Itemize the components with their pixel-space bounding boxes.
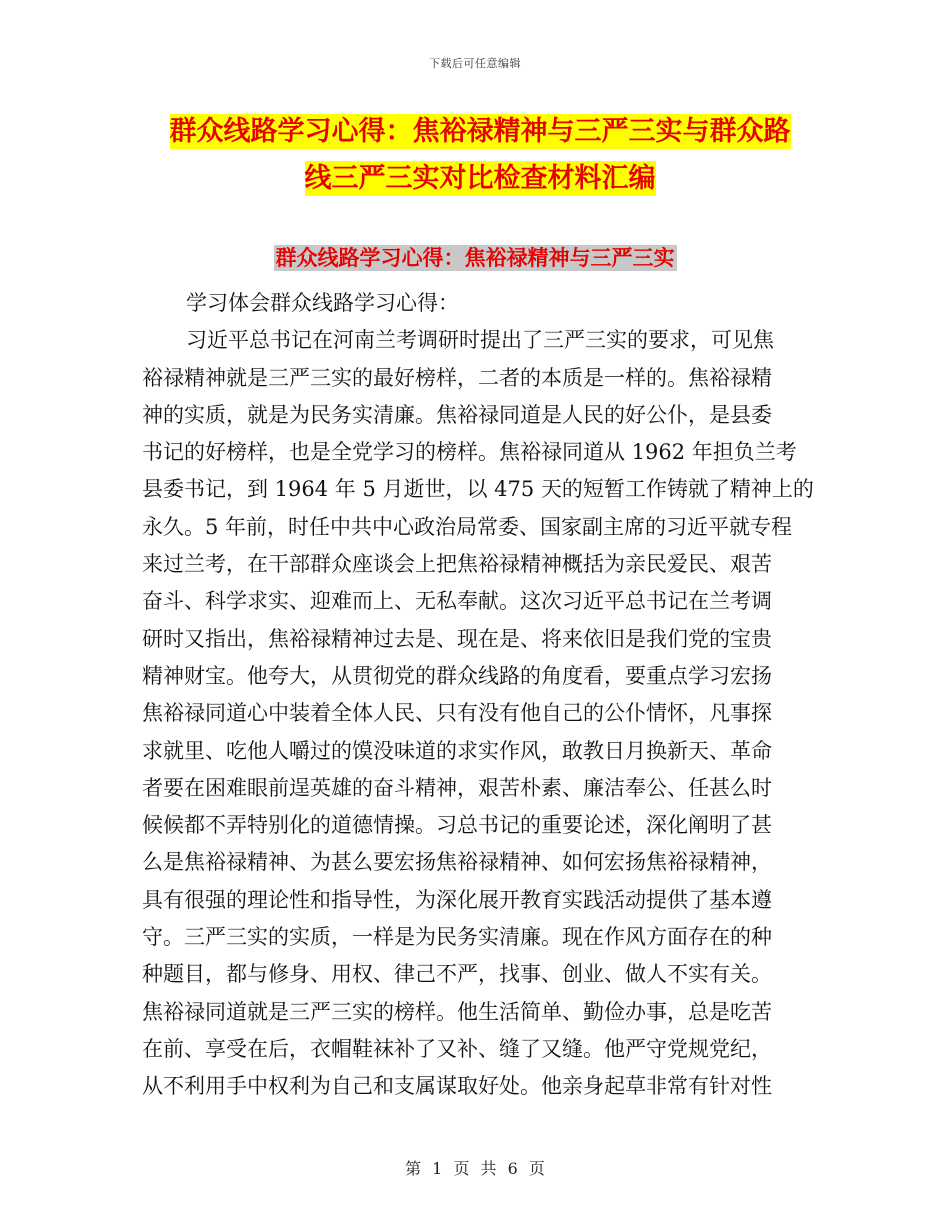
body-line: 在前、享受在后，衣帽鞋袜补了又补、缝了又缝。他严守党规党纪， (142, 1036, 772, 1061)
document-title-line-1: 群众线路学习心得：焦裕禄精神与三严三实与群众路 (169, 116, 791, 147)
body-line: 候候都不弄特别化的道德情操。习总书记的重要论述，深化阐明了甚 (142, 813, 772, 838)
body-line: 习近平总书记在河南兰考调研时提出了三严三实的要求，可见焦 (186, 328, 774, 353)
body-line: 来过兰考，在干部群众座谈会上把焦裕禄精神概括为亲民爱民、艰苦 (142, 552, 772, 577)
body-line: 焦裕禄同道就是三严三实的榜样。他生活简单、勤俭办事，总是吃苦 (142, 999, 772, 1024)
body-line: 县委书记，到 1964 年 5 月逝世，以 475 天的短暂工作铸就了精神上的 (142, 477, 814, 502)
body-line: 焦裕禄同道心中装着全体人民、只有没有他自己的公仆情怀，凡事探 (142, 701, 772, 726)
body-line: 裕禄精神就是三严三实的最好榜样，二者的本质是一样的。焦裕禄精 (142, 365, 772, 390)
body-line: 守。三严三实的实质，一样是为民务实清廉。现在作风方面存在的种 (142, 925, 772, 950)
body-line: 奋斗、科学求实、迎难而上、无私奉献。这次习近平总书记在兰考调 (142, 589, 772, 614)
page-footer: 第 1 页 共 6 页 (405, 1159, 545, 1178)
body-line: 永久。5 年前，时任中共中心政治局常委、国家副主席的习近平就专程 (142, 514, 793, 539)
section-heading-text: 群众线路学习心得：焦裕禄精神与三严三实 (275, 246, 675, 270)
body-text (142, 285, 812, 1106)
body-line: 么是焦裕禄精神、为甚么要宏扬焦裕禄精神、如何宏扬焦裕禄精神， (142, 850, 772, 875)
document-title (140, 108, 820, 202)
body-line: 从不利用手中权利为自己和支属谋取好处。他亲身起草非常有针对性 (142, 1074, 772, 1099)
body-line: 学习体会群众线路学习心得： (186, 291, 459, 315)
body-line: 者要在困难眼前逞英雄的奋斗精神，艰苦朴素、廉洁奉公、任甚么时 (142, 775, 772, 800)
body-line: 求就里、吃他人嚼过的馍没味道的求实作风，敢教日月换新天、革命 (142, 738, 772, 763)
body-line: 精神财宝。他夸大，从贯彻党的群众线路的角度看，要重点学习宏扬 (142, 663, 772, 688)
body-line: 研时又指出，焦裕禄精神过去是、现在是、将来依旧是我们党的宝贵 (142, 626, 772, 651)
body-line: 神的实质，就是为民务实清廉。焦裕禄同道是人民的好公仆，是县委 (142, 402, 772, 427)
header-note: 下载后可任意编辑 (429, 57, 521, 70)
body-line: 书记的好榜样，也是全党学习的榜样。焦裕禄同道从 1962 年担负兰考 (142, 440, 797, 465)
document-title-line-2: 线三严三实对比检查材料汇编 (304, 163, 656, 194)
body-line: 种题目，都与修身、用权、律己不严，找事、创业、做人不实有关。 (142, 962, 772, 987)
section-heading (0, 243, 950, 273)
body-line: 具有很强的理论性和指导性，为深化展开教育实践活动提供了基本遵 (142, 887, 772, 912)
